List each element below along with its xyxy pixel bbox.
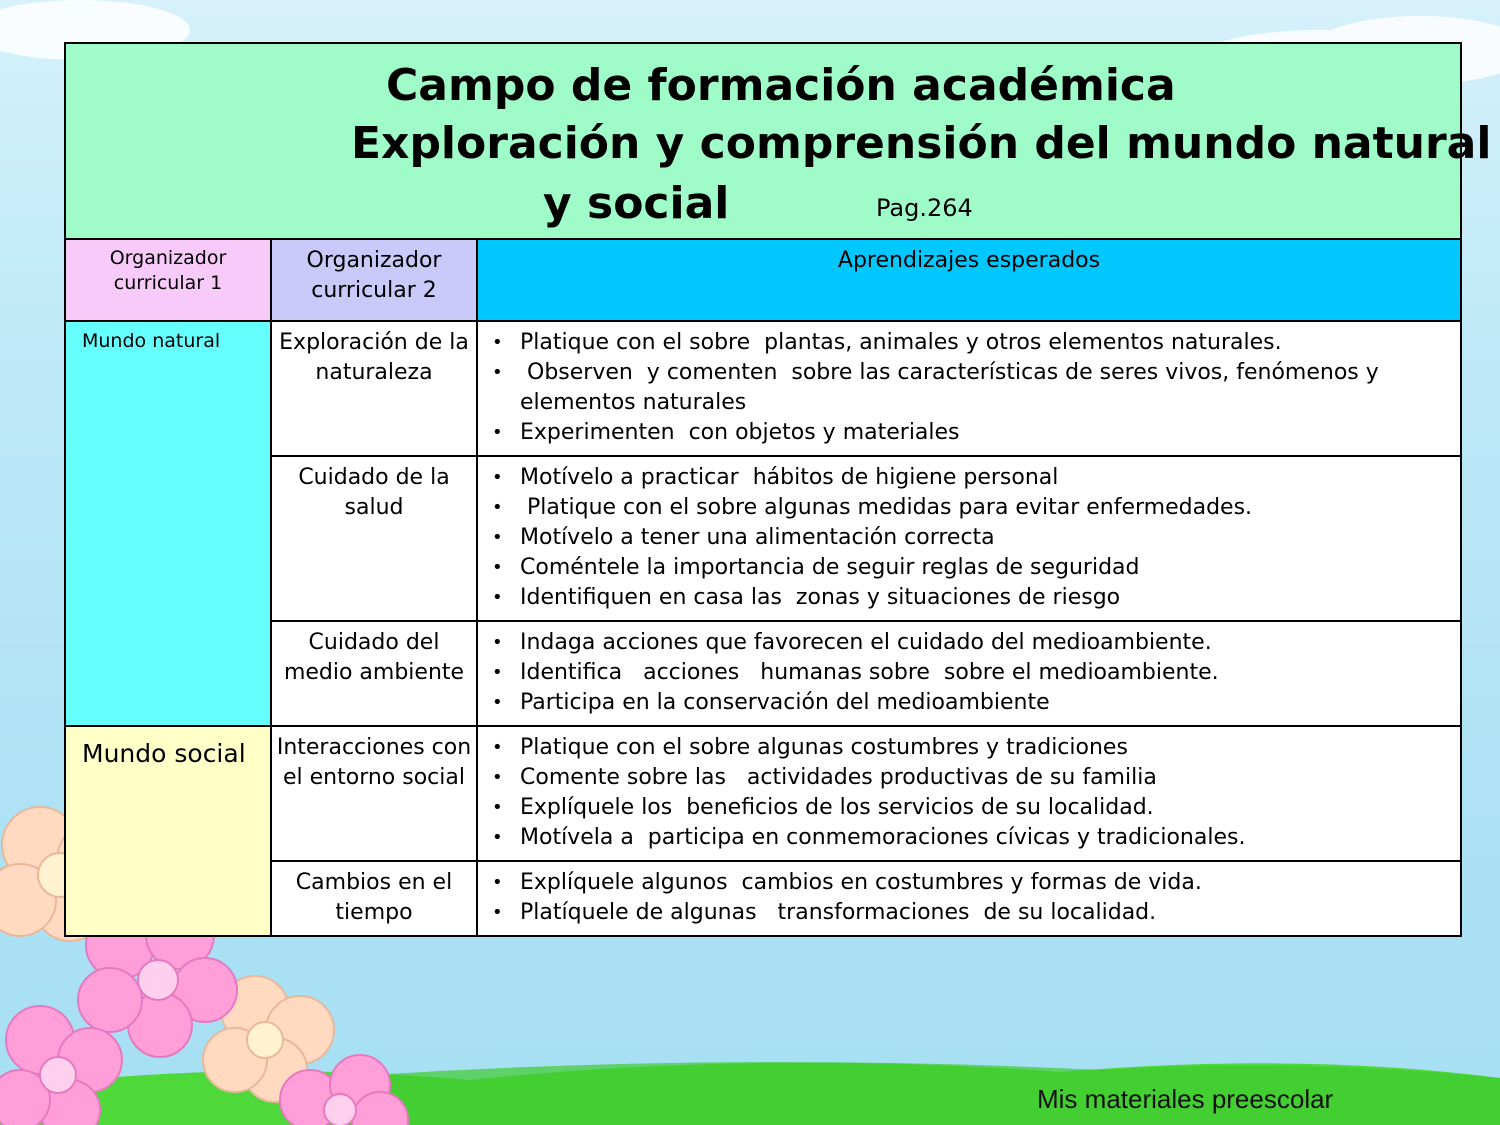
learning-table xyxy=(64,42,1492,937)
page-reference: Pag.264 xyxy=(876,194,973,222)
list-item: • Coméntele la importancia de seguir reglas de seguridad xyxy=(478,553,1460,583)
organizer-cell: Cambios en el tiempo xyxy=(271,861,477,936)
list-item: • Platique con el sobre algunas costumbres y tradiciones xyxy=(478,733,1460,763)
header-organizador-1: Organizador curricular 1 xyxy=(65,239,271,321)
learning-list-cell xyxy=(477,861,1461,936)
list-item: • Explíquele los beneficios de los servicios de su localidad. xyxy=(478,793,1460,823)
header-organizador-2: Organizador curricular 2 xyxy=(271,239,477,321)
table-row xyxy=(65,321,1461,456)
organizer-cell: Cuidado del medio ambiente xyxy=(271,621,477,726)
table-row xyxy=(65,456,1461,621)
list-item: • Observen y comenten sobre las características de seres vivos, fenómenos y elementos naturales xyxy=(478,358,1460,418)
organizer-cell: Exploración de la naturaleza xyxy=(271,321,477,456)
learning-list-cell xyxy=(477,456,1461,621)
list-item: • Participa en la conservación del medioambiente xyxy=(478,688,1460,718)
table-row xyxy=(65,621,1461,726)
learning-list-cell xyxy=(477,321,1461,456)
organizer-cell: Interacciones con el entorno social xyxy=(271,726,477,861)
list-item: • Comente sobre las actividades productivas de su familia xyxy=(478,763,1460,793)
section-mundo-social: Mundo social xyxy=(65,726,271,936)
header-row xyxy=(65,239,1461,321)
list-item: • Platique con el sobre algunas medidas para evitar enfermedades. xyxy=(478,493,1460,523)
list-item: • Explíquele algunos cambios en costumbres y formas de vida. xyxy=(478,868,1460,898)
header-aprendizajes: Aprendizajes esperados xyxy=(477,239,1461,321)
learning-list-cell xyxy=(477,621,1461,726)
learning-list-cell xyxy=(477,726,1461,861)
list-item: • Indaga acciones que favorecen el cuidado del medioambiente. xyxy=(478,628,1460,658)
title-line-1: Campo de formación académica xyxy=(386,60,1176,111)
section-mundo-natural: Mundo natural xyxy=(65,321,271,726)
list-item: • Identifiquen en casa las zonas y situaciones de riesgo xyxy=(478,583,1460,613)
list-item: • Identifica acciones humanas sobre sobre el medioambiente. xyxy=(478,658,1460,688)
footer-credit: Mis materiales preescolar xyxy=(1037,1084,1334,1114)
title-line-2: Exploración y comprensión del mundo natural xyxy=(351,118,1492,169)
title-cell xyxy=(65,43,1492,239)
title-row xyxy=(65,43,1461,239)
organizer-cell: Cuidado de la salud xyxy=(271,456,477,621)
list-item: • Motívelo a practicar hábitos de higiene personal xyxy=(478,463,1460,493)
table-row xyxy=(65,726,1461,861)
table-row xyxy=(65,861,1461,936)
list-item: • Motívelo a tener una alimentación correcta xyxy=(478,523,1460,553)
list-item: • Platíquele de algunas transformaciones de su localidad. xyxy=(478,898,1460,928)
list-item: • Platique con el sobre plantas, animales y otros elementos naturales. xyxy=(478,328,1460,358)
title-line-3: y social xyxy=(543,178,730,229)
list-item: • Motívela a participa en conmemoraciones cívicas y tradicionales. xyxy=(478,823,1460,853)
list-item: • Experimenten con objetos y materiales xyxy=(478,418,1460,448)
